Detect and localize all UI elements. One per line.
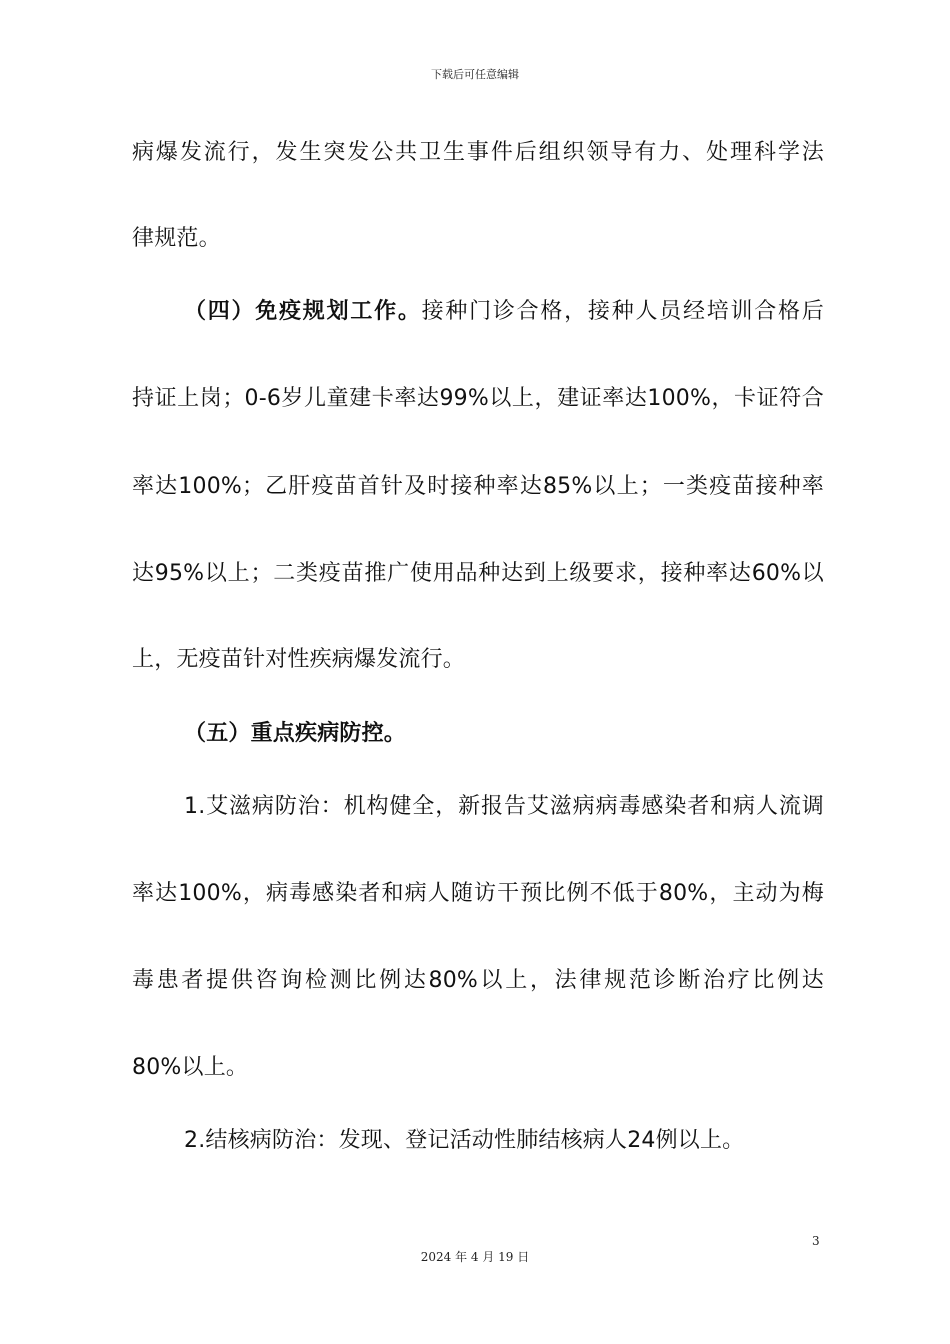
paragraph-line-1: 病爆发流行，发生突发公共卫生事件后组织领导有力、处理科学法 xyxy=(132,140,824,165)
paragraph-line-11: 毒患者提供咨询检测比例达80%以上，法律规范诊断治疗比例达 xyxy=(132,968,824,993)
paragraph-line-5: 率达100%；乙肝疫苗首针及时接种率达85%以上；一类疫苗接种率 xyxy=(132,474,824,499)
section-immunization xyxy=(184,297,824,327)
paragraph-line-2: 律规范。 xyxy=(132,226,221,251)
paragraph-line-12: 80%以上。 xyxy=(132,1055,249,1080)
paragraph-line-6: 达95%以上；二类疫苗推广使用品种达到上级要求，接种率达60%以 xyxy=(132,561,824,586)
paragraph-line-9: 1.艾滋病防治：机构健全，新报告艾滋病病毒感染者和病人流调 xyxy=(184,794,824,819)
section-text-immunization: 接种门诊合格，接种人员经培训合格后 xyxy=(421,299,824,324)
section-heading-immunization: （四）免疫规划工作。 xyxy=(184,299,422,324)
paragraph-line-7: 上，无疫苗针对性疾病爆发流行。 xyxy=(132,647,466,672)
paragraph-line-10: 率达100%，病毒感染者和病人随访干预比例不低于80%，主动为梅 xyxy=(132,881,824,906)
page-number: 3 xyxy=(812,1234,820,1248)
paragraph-line-13: 2.结核病防治：发现、登记活动性肺结核病人24例以上。 xyxy=(184,1128,745,1153)
footer-date: 2024 年 4 月 19 日 xyxy=(420,1250,530,1264)
page-header: 下载后可任意编辑 xyxy=(431,68,519,81)
section-heading-key-diseases: （五）重点疾病防控。 xyxy=(184,721,407,746)
paragraph-line-4: 持证上岗；0-6岁儿童建卡率达99%以上，建证率达100%，卡证符合 xyxy=(132,386,824,411)
